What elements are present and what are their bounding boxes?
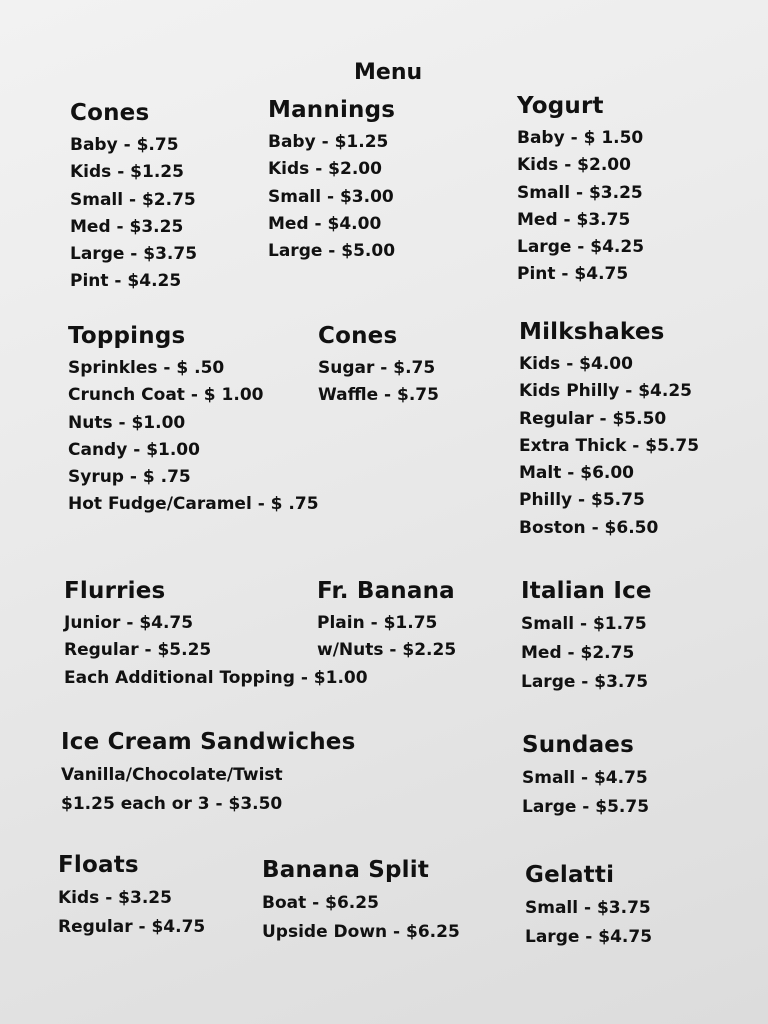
section-ice-cream-sandwiches	[61, 729, 355, 819]
menu-item: Small - $2.75	[70, 189, 196, 210]
menu-item: Baby - $ 1.50	[517, 128, 644, 148]
section-title: Milkshakes	[519, 319, 665, 345]
section-italian-ice	[521, 578, 652, 697]
menu-item: Small - $1.75	[521, 614, 647, 634]
menu-item: Baby - $1.25	[268, 132, 389, 152]
menu-item: $1.25 each or 3 - $3.50	[61, 794, 283, 814]
menu-title: Menu	[354, 60, 423, 85]
menu-item: Extra Thick - $5.75	[519, 435, 700, 456]
menu-item: Small - $4.75	[522, 768, 648, 788]
menu-item: Junior - $4.75	[64, 613, 194, 633]
menu-item: Large - $5.75	[522, 797, 650, 817]
menu-item: Hot Fudge/Caramel - $ .75	[68, 494, 319, 515]
section-sundaes	[522, 732, 649, 822]
menu-item: Malt - $6.00	[519, 463, 635, 484]
section-fr-banana	[317, 578, 456, 665]
section-title: Cones	[70, 100, 150, 126]
menu-item: Kids - $2.00	[517, 155, 631, 176]
menu-item: Vanilla/Chocolate/Twist	[61, 765, 283, 785]
section-cones-sugar-waffle	[318, 323, 439, 410]
menu-item: Kids - $1.25	[70, 162, 184, 183]
menu-item: Syrup - $ .75	[68, 467, 191, 488]
menu-item: Kids - $2.00	[268, 159, 382, 180]
menu-item: Med - $3.25	[70, 216, 184, 237]
section-title: Flurries	[64, 578, 166, 604]
menu-item: Med - $2.75	[521, 643, 635, 663]
menu-item: Large - $4.25	[517, 237, 645, 258]
menu-item: Kids Philly - $4.25	[519, 381, 692, 402]
menu-item: Sprinkles - $ .50	[68, 358, 225, 378]
section-title: Italian Ice	[521, 578, 652, 604]
menu-item: Kids - $3.25	[58, 888, 172, 908]
menu-item: Pint - $4.75	[517, 264, 629, 285]
menu-item: Med - $4.00	[268, 213, 382, 234]
menu-item: Large - $5.00	[268, 241, 396, 262]
section-yogurt	[517, 93, 644, 289]
menu-item: Candy - $1.00	[68, 439, 200, 460]
section-banana-split	[262, 857, 460, 947]
section-title: Cones	[318, 323, 398, 349]
menu-item: Philly - $5.75	[519, 490, 645, 511]
section-mannings	[268, 97, 395, 265]
section-title: Banana Split	[262, 857, 430, 883]
menu-item: Plain - $1.75	[317, 613, 438, 633]
menu-item: Regular - $5.50	[519, 408, 667, 429]
menu-item: w/Nuts - $2.25	[317, 640, 457, 661]
section-gelatti	[525, 862, 652, 952]
section-title: Yogurt	[517, 93, 604, 119]
menu-item: Crunch Coat - $ 1.00	[68, 385, 264, 406]
menu-item: Med - $3.75	[517, 209, 631, 230]
menu-item: Large - $3.75	[521, 672, 649, 692]
menu-item: Regular - $5.25	[64, 640, 212, 661]
menu-item: Nuts - $1.00	[68, 412, 186, 433]
menu-item: Baby - $.75	[70, 135, 179, 155]
section-title: Fr. Banana	[317, 578, 455, 604]
section-title: Sundaes	[522, 732, 634, 758]
section-title: Toppings	[68, 323, 186, 349]
menu-item: Waffle - $.75	[318, 385, 439, 406]
section-toppings	[68, 323, 319, 519]
section-title: Gelatti	[525, 862, 615, 888]
menu-item: Small - $3.75	[525, 898, 651, 918]
menu-item: Small - $3.25	[517, 182, 643, 203]
menu-item: Each Additional Topping - $1.00	[64, 667, 368, 688]
menu-item: Pint - $4.25	[70, 271, 182, 292]
menu-item: Upside Down - $6.25	[262, 922, 460, 942]
menu-item: Boat - $6.25	[262, 893, 379, 913]
section-milkshakes	[519, 319, 699, 542]
section-title: Mannings	[268, 97, 396, 123]
section-floats	[58, 852, 205, 942]
menu-item: Boston - $6.50	[519, 517, 659, 538]
menu-item: Kids - $4.00	[519, 354, 633, 374]
menu-item: Regular - $4.75	[58, 917, 206, 937]
menu-item: Large - $4.75	[525, 927, 653, 947]
menu-item: Small - $3.00	[268, 186, 394, 207]
section-title: Floats	[58, 852, 139, 878]
menu-item: Sugar - $.75	[318, 358, 436, 378]
menu-item: Large - $3.75	[70, 244, 198, 265]
section-cones	[70, 100, 197, 296]
section-title: Ice Cream Sandwiches	[61, 729, 356, 755]
